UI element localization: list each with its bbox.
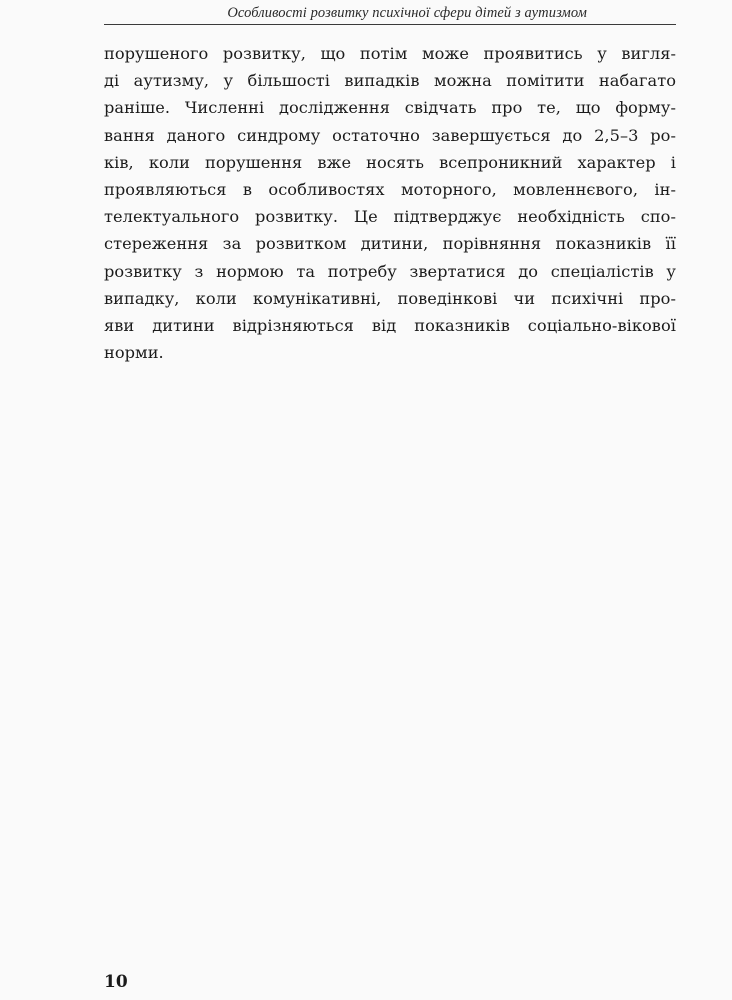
page-number: 10: [104, 972, 128, 992]
text-line: норми.: [104, 343, 164, 363]
text-line: вання даного синдрому остаточно завершується до 2,5–3 ро-: [104, 125, 676, 145]
header-rule: [104, 24, 676, 25]
text-line: порушеного розвитку, що потім може проявитись у вигля-: [104, 44, 676, 63]
running-header: [104, 3, 676, 25]
text-line: випадку, коли комунікативні, поведінкові чи психічні про-: [104, 288, 676, 308]
body-paragraph: [104, 40, 676, 366]
text-line: ді аутизму, у більшості випадків можна помітити набагато: [104, 71, 676, 91]
text-line: яви дитини відрізняються від показників соціально-вікової: [104, 315, 676, 335]
text-line: стереження за розвитком дитини, порівняння показників її: [104, 234, 676, 254]
text-line: раніше. Численні дослідження свідчать про те, що форму-: [104, 98, 676, 118]
text-line: розвитку з нормою та потребу звертатися до спеціалістів у: [104, 261, 676, 281]
text-line: телектуального розвитку. Це підтверджує необхідність спо-: [104, 207, 676, 227]
text-line: ків, коли порушення вже носять всепроникний характер і: [104, 152, 676, 172]
running-header-title: Особливості розвитку психічної сфери дітей з аутизмом: [227, 5, 587, 21]
text-line: проявляються в особливостях моторного, мовленнєвого, ін-: [104, 179, 676, 199]
